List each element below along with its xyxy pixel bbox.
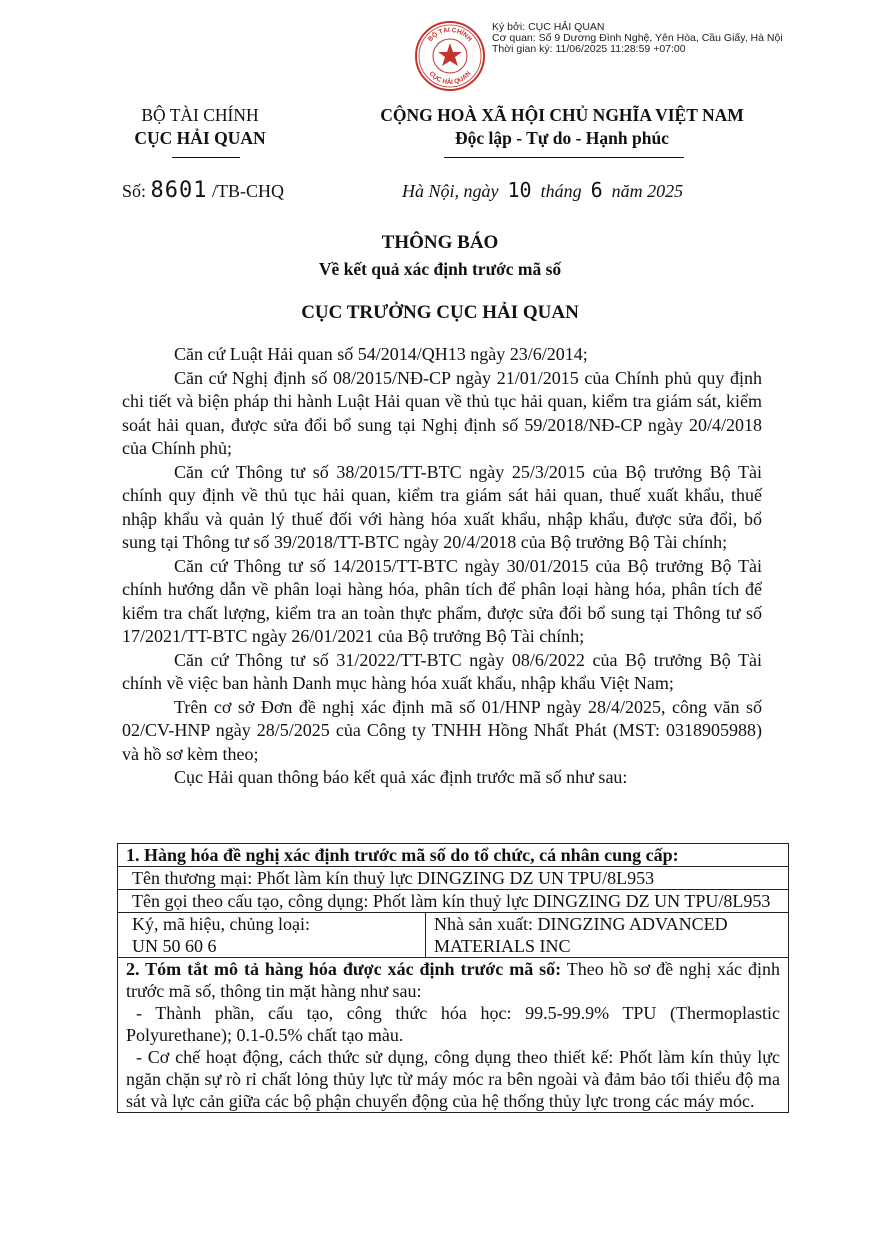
model-value: UN 50 60 6 bbox=[132, 936, 217, 956]
national-header bbox=[352, 104, 772, 150]
motto-underline bbox=[444, 157, 684, 158]
document-number-value: 8601 bbox=[150, 178, 208, 203]
signature-address: Cơ quan: Số 9 Dương Đình Nghệ, Yên Hòa, Cầu Giấy, Hà Nội bbox=[492, 32, 783, 44]
manufacturer: Nhà sản xuất: DINGZING ADVANCED MATERIALS INC bbox=[426, 913, 789, 958]
paragraph: Căn cứ Luật Hải quan số 54/2014/QH13 ngày 23/6/2014; bbox=[174, 344, 588, 364]
document-title bbox=[120, 230, 760, 282]
paragraph: Trên cơ sở Đơn đề nghị xác định mã số 01/HNP ngày 28/4/2025, công văn số 02/CV-HNP ngày 28/5/2025 của Công ty TNHH Hồng Nhất Phát (MST: 0318905988) và hồ sơ kèm theo; bbox=[122, 696, 762, 764]
trade-name: Tên thương mại: Phốt làm kín thuỷ lực DINGZING DZ UN TPU/8L953 bbox=[118, 867, 789, 890]
title-main: THÔNG BÁO bbox=[381, 232, 499, 253]
date-day: 10 bbox=[507, 178, 532, 202]
signature-signer: Ký bởi: CỤC HẢI QUAN bbox=[492, 21, 605, 33]
model-label: Ký, mã hiệu, chủng loại: bbox=[132, 914, 310, 934]
department-name: CỤC HẢI QUAN bbox=[134, 128, 266, 148]
signature-time: Thời gian ký: 11/06/2025 11:28:59 +07:00 bbox=[492, 43, 686, 55]
country-name: CỘNG HOÀ XÃ HỘI CHỦ NGHĨA VIỆT NAM bbox=[380, 105, 744, 125]
digital-signature-info bbox=[492, 22, 783, 55]
document-number: Số: 8601 /TB-CHQ bbox=[122, 178, 284, 203]
mechanism: - Cơ chế hoạt động, cách thức sử dụng, công dụng theo thiết kế: Phốt làm kín thủy lực ngăn chặn sự rò rỉ chất lỏng thủy lực từ máy móc ra bên ngoài và đảm bảo tối thiểu độ ma sát và lực cản giữa các bộ phận chuyển động của hệ thống thủy lực trong các máy móc. bbox=[126, 1047, 780, 1111]
section2-cell bbox=[118, 958, 789, 1113]
section2-heading: 2. Tóm tắt mô tả hàng hóa được xác định trước mã số: bbox=[126, 959, 562, 979]
legal-basis bbox=[122, 343, 762, 790]
section2-intro: Theo hồ sơ đề nghị xác định trước mã số, thông tin mặt hàng như sau: bbox=[126, 959, 780, 1001]
svg-text:BỘ TÀI CHÍNH: BỘ TÀI CHÍNH bbox=[426, 26, 474, 43]
paragraph: Căn cứ Thông tư số 38/2015/TT-BTC ngày 25/3/2015 của Bộ trưởng Bộ Tài chính quy định về thủ tục hải quan, kiểm tra giám sát hải quan, thuế xuất khẩu, thuế nhập khẩu và quản lý thuế đối với hàng hóa xuất khẩu, nhập khẩu, được sửa đổi, bổ sung tại Thông tư số 39/2018/TT-BTC ngày 20/4/2018 của Bộ trưởng Bộ Tài chính; bbox=[122, 461, 762, 552]
issue-date: Hà Nội, ngày 10 tháng 6 năm 2025 bbox=[402, 178, 684, 202]
issuer-title: CỤC TRƯỞNG CỤC HẢI QUAN bbox=[301, 302, 579, 323]
issuing-agency bbox=[130, 104, 270, 150]
date-month: 6 bbox=[590, 178, 603, 202]
paragraph: Căn cứ Nghị định số 08/2015/NĐ-CP ngày 21/01/2015 của Chính phủ quy định chi tiết và biện pháp thi hành Luật Hải quan về thủ tục hải quan, kiểm tra giám sát, kiểm soát hải quan, được sửa đổi bổ sung tại Nghị định số 59/2018/NĐ-CP ngày 20/4/2018 của Chính phủ; bbox=[122, 367, 762, 458]
paragraph: Căn cứ Thông tư số 14/2015/TT-BTC ngày 30/01/2015 của Bộ trưởng Bộ Tài chính hướng dẫn về phân loại hàng hóa, phân tích để phân loại hàng hóa, phân tích để kiểm tra chất lượng, kiểm tra an toàn thực phẩm, được sửa đổi bổ sung tại Thông tư số 17/2021/TT-BTC ngày 26/01/2021 của Bộ trưởng Bộ Tài chính; bbox=[122, 555, 762, 646]
section1-heading: 1. Hàng hóa đề nghị xác định trước mã số do tổ chức, cá nhân cung cấp: bbox=[118, 844, 789, 867]
official-seal-icon bbox=[414, 20, 486, 92]
paragraph: Cục Hải quan thông báo kết quả xác định trước mã số như sau: bbox=[174, 767, 628, 787]
national-motto: Độc lập - Tự do - Hạnh phúc bbox=[455, 128, 669, 148]
title-subject: Về kết quả xác định trước mã số bbox=[318, 259, 562, 279]
svg-text:CỤC HẢI QUAN: CỤC HẢI QUAN bbox=[427, 70, 473, 87]
model-cell bbox=[118, 913, 426, 958]
paragraph: Căn cứ Thông tư số 31/2022/TT-BTC ngày 08/6/2022 của Bộ trưởng Bộ Tài chính về việc ban hành Danh mục hàng hóa xuất khẩu, nhập khẩu Việt Nam; bbox=[122, 649, 762, 693]
goods-info-table bbox=[117, 843, 789, 1113]
composition: - Thành phần, cấu tạo, công thức hóa học: 99.5-99.9% TPU (Thermoplastic Polyurethane); 0.1-0.5% chất tạo màu. bbox=[126, 1003, 780, 1045]
ministry-name: BỘ TÀI CHÍNH bbox=[141, 105, 259, 125]
agency-underline bbox=[172, 157, 240, 158]
technical-name: Tên gọi theo cấu tạo, công dụng: Phốt làm kín thuỷ lực DINGZING DZ UN TPU/8L953 bbox=[118, 890, 789, 913]
